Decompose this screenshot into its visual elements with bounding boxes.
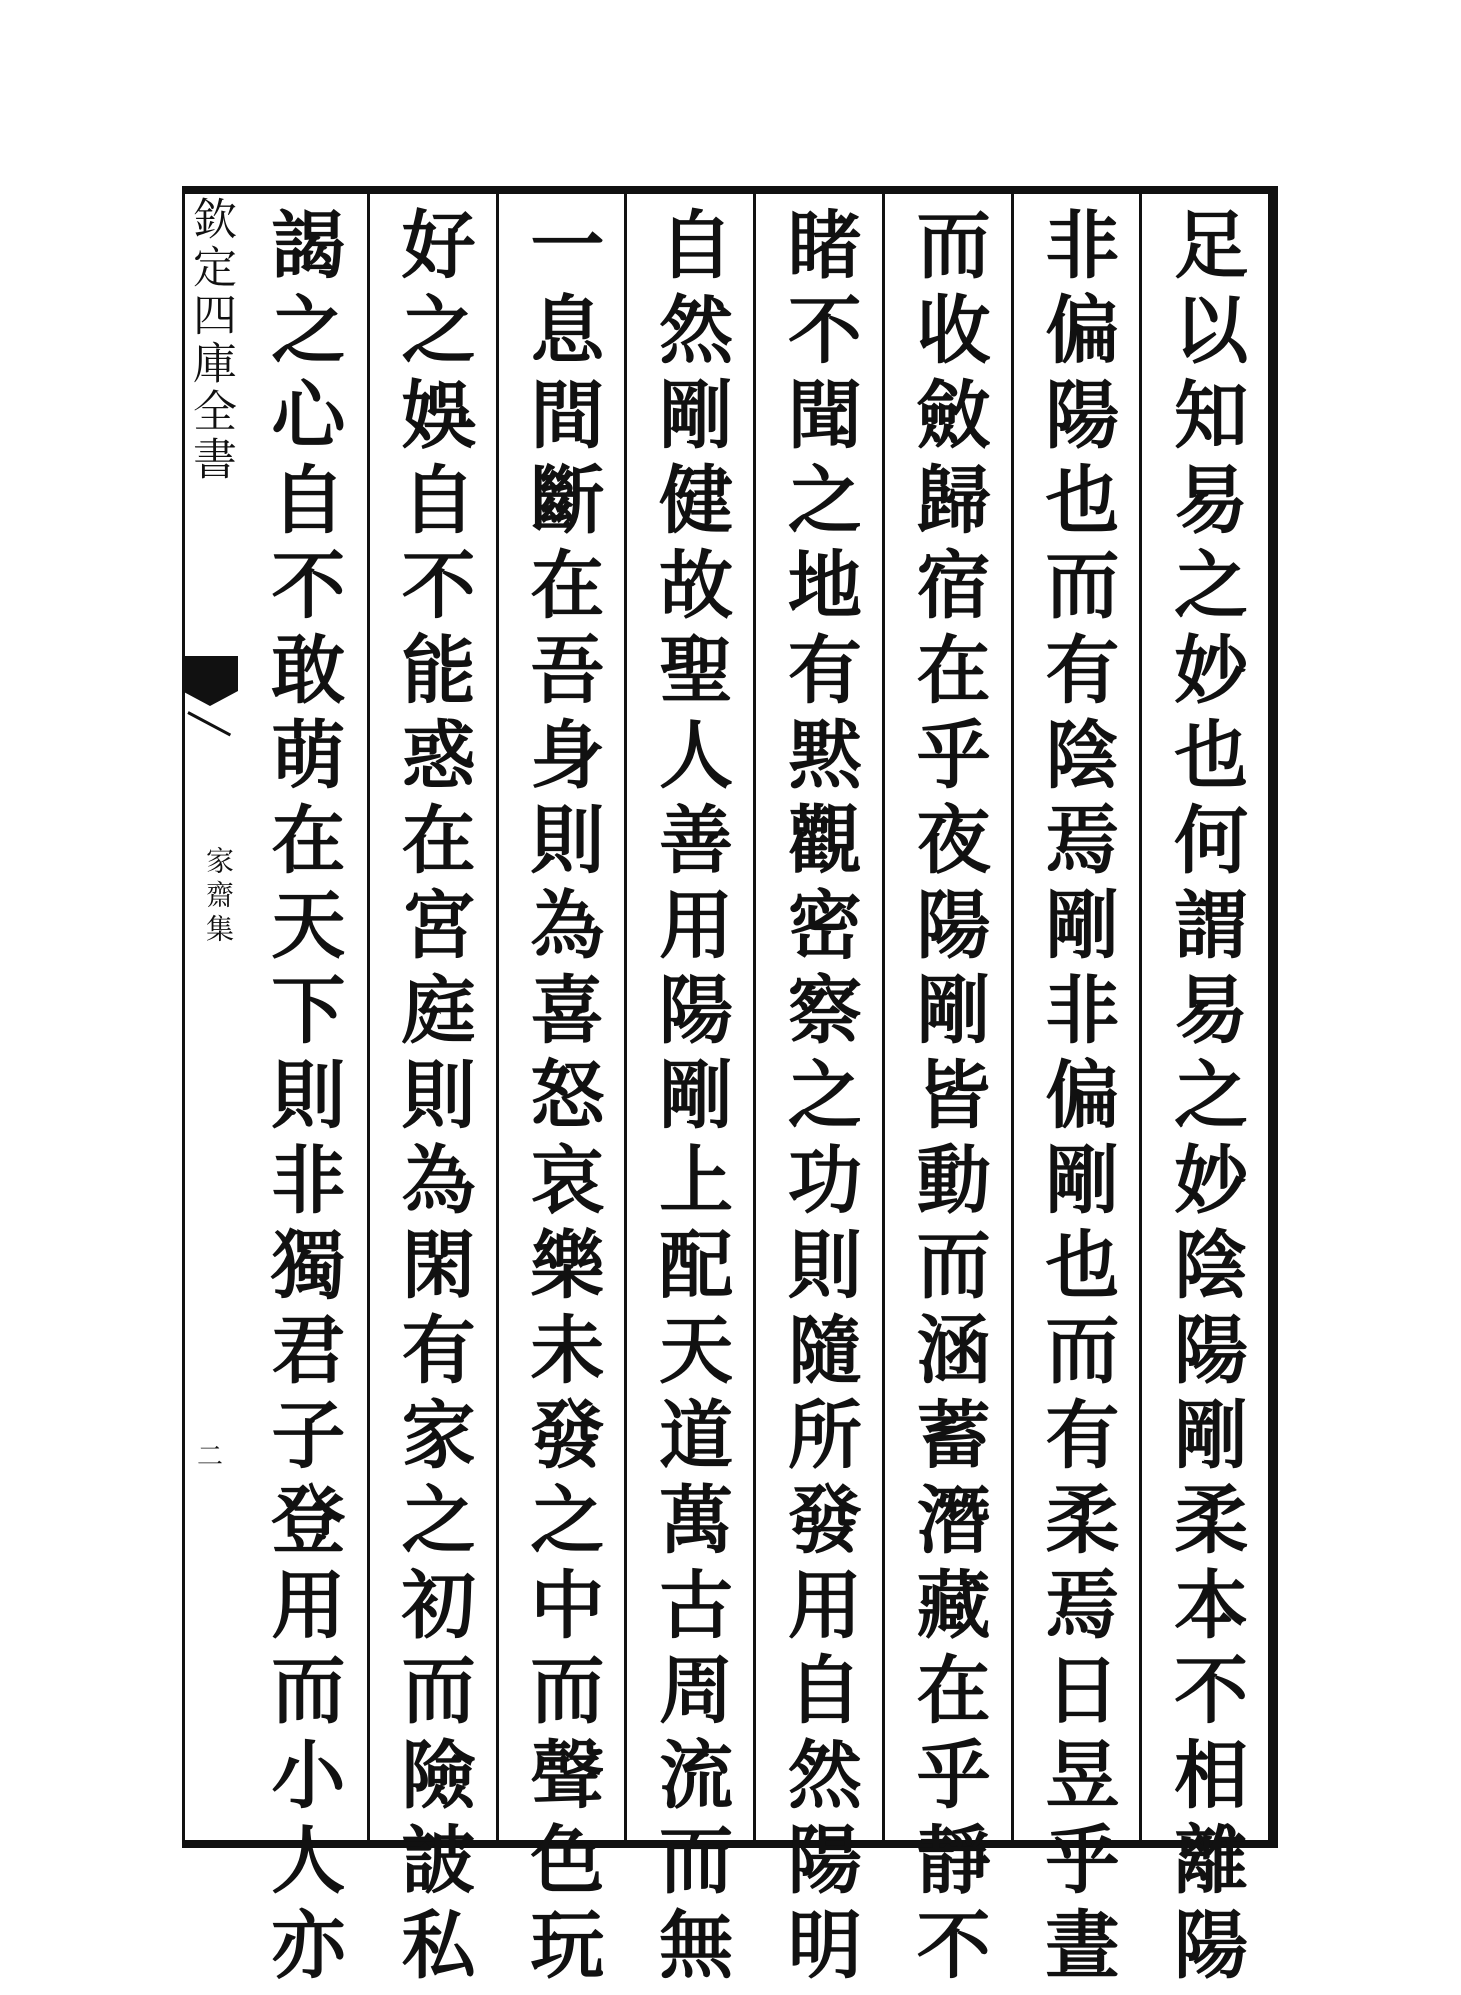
column-text: 睹不聞之地有黙觀密察之功則隨所發用自然陽明 [775,206,862,1991]
center-margin-column [182,186,238,1848]
text-column-6 [496,194,625,1991]
fishtail-line [187,711,231,736]
text-column-8 [238,194,367,1991]
text-column-4 [753,194,882,1991]
text-column-2 [1011,194,1140,1991]
text-column-3 [882,194,1011,1991]
column-text: 好之娛自不能惑在宮庭則為閑有家之初而險詖私 [389,206,476,1991]
main-text-block [238,194,1268,1991]
column-text: 謁之心自不敢萌在天下則非獨君子登用而小人亦 [259,206,346,1991]
column-text: 非偏陽也而有陰焉剛非偏剛也而有柔焉日昱乎晝 [1033,206,1120,1991]
column-text: 而收斂歸宿在乎夜陽剛皆動而涵蓄潛藏在乎靜不 [904,206,991,1991]
text-column-7 [367,194,496,1991]
column-text: 自然剛健故聖人善用陽剛上配天道萬古周流而無 [647,206,734,1991]
page-number: 二 [196,1442,223,1472]
collection-title: 欽定四庫全書 [185,196,236,484]
text-column-5 [624,194,753,1991]
fishtail-mark [182,656,238,706]
column-text: 足以知易之妙也何謂易之妙陰陽剛柔本不相離陽 [1162,206,1249,1991]
book-title: 家齋集 [202,846,235,948]
text-column-1 [1139,194,1268,1991]
column-text: 一息間斷在吾身則為喜怒哀樂未發之中而聲色玩 [518,206,605,1991]
